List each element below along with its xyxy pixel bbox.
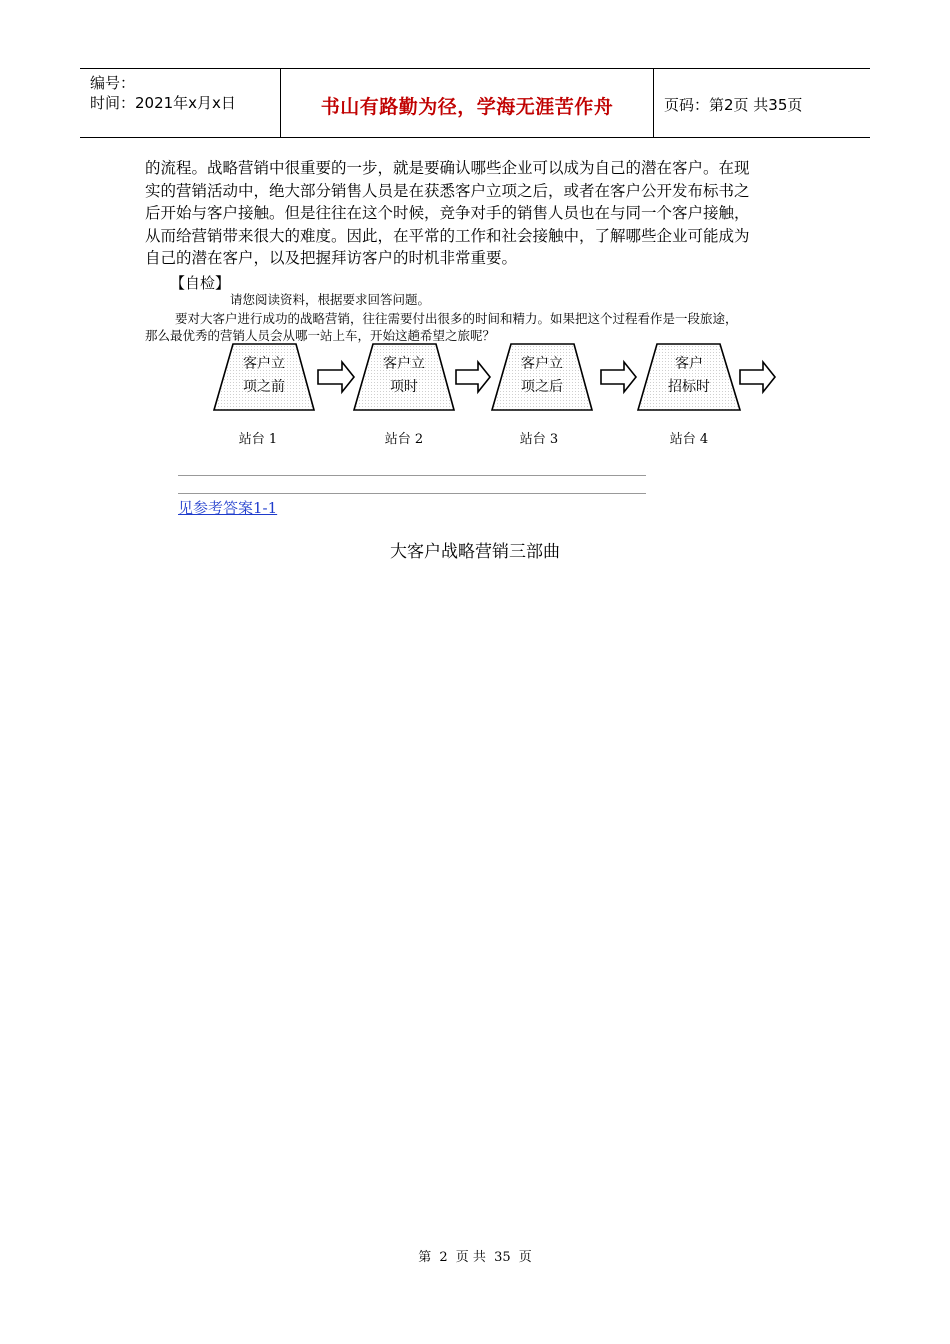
- footer-current-page: 2: [439, 1250, 448, 1265]
- answer-line: [178, 475, 646, 476]
- footer-total-pages: 35: [494, 1250, 511, 1265]
- station-text-line1: 客户立: [243, 356, 285, 372]
- header-page-cell: [654, 69, 870, 137]
- station-1: [214, 344, 314, 447]
- station-3: [492, 344, 592, 447]
- selfcheck-question-line1: 要对大客户进行成功的战略营销，往往需要付出很多的时间和精力。如果把这个过程看作是一段旅途，: [175, 311, 738, 326]
- station-label: 站台 3: [519, 432, 559, 447]
- station-label: 站台 2: [384, 432, 424, 447]
- arrow-right-icon: [740, 362, 775, 392]
- station-text-line2: 项之前: [243, 379, 285, 395]
- arrow-right-icon: [318, 362, 354, 392]
- footer-prefix: 第: [418, 1250, 432, 1265]
- selfcheck-instruction: 请您阅读资料，根据要求回答问题。: [230, 292, 431, 307]
- arrow-right-icon: [456, 362, 490, 392]
- station-text-line2: 招标时: [668, 379, 710, 395]
- footer-middle: 页 共: [455, 1250, 486, 1265]
- station-text-line2: 项时: [390, 379, 418, 395]
- station-label: 站台 1: [238, 432, 278, 447]
- header-info-cell: [80, 69, 281, 137]
- station-2: [354, 344, 454, 447]
- body-line: 从而给营销带来很大的难度。因此，在平常的工作和社会接触中，了解哪些企业可能成为: [145, 226, 750, 245]
- footer-suffix: 页: [518, 1250, 532, 1265]
- station-text-line1: 客户: [675, 356, 703, 372]
- station-trapezoid: [492, 344, 592, 410]
- station-4: [638, 344, 740, 447]
- body-line: 的流程。战略营销中很重要的一步，就是要确认哪些企业可以成为自己的潜在客户。在现: [145, 159, 750, 177]
- station-diagram: [200, 340, 790, 455]
- station-trapezoid: [638, 344, 740, 410]
- page-footer: [0, 1246, 950, 1265]
- body-line: 后开始与客户接触。但是往往在这个时候，竞争对手的销售人员也在与同一个客户接触，: [145, 204, 750, 222]
- station-trapezoid: [214, 344, 314, 410]
- section-title: 大客户战略营销三部曲: [390, 542, 560, 562]
- reference-answer-link[interactable]: 见参考答案1-1: [178, 499, 278, 517]
- header-motto-cell: [281, 69, 654, 137]
- body-paragraph: [145, 157, 815, 270]
- page-header: [80, 68, 870, 138]
- station-text-line2: 项之后: [521, 379, 563, 395]
- station-text-line1: 客户立: [383, 356, 425, 372]
- answer-line: [178, 493, 646, 494]
- arrow-right-icon: [601, 362, 636, 392]
- date-label: 时间：2021年x月x日: [90, 94, 236, 112]
- body-line: 实的营销活动中，绝大部分销售人员是在获悉客户立项之后，或者在客户公开发布标书之: [145, 181, 750, 200]
- motto: 书山有路勤为径，学海无涯苦作舟: [320, 96, 614, 118]
- station-label: 站台 4: [669, 432, 709, 447]
- number-label: 编号：: [90, 74, 136, 92]
- selfcheck-question-line2: 那么最优秀的营销人员会从哪一站上车，开始这趟希望之旅呢？: [145, 328, 496, 343]
- station-text-line1: 客户立: [521, 356, 563, 372]
- body-line: 自己的潜在客户，以及把握拜访客户的时机非常重要。: [145, 249, 518, 267]
- selfcheck-title: 【自检】: [170, 274, 231, 292]
- page-number-label: 页码：第2页 共35页: [664, 96, 803, 114]
- station-trapezoid: [354, 344, 454, 410]
